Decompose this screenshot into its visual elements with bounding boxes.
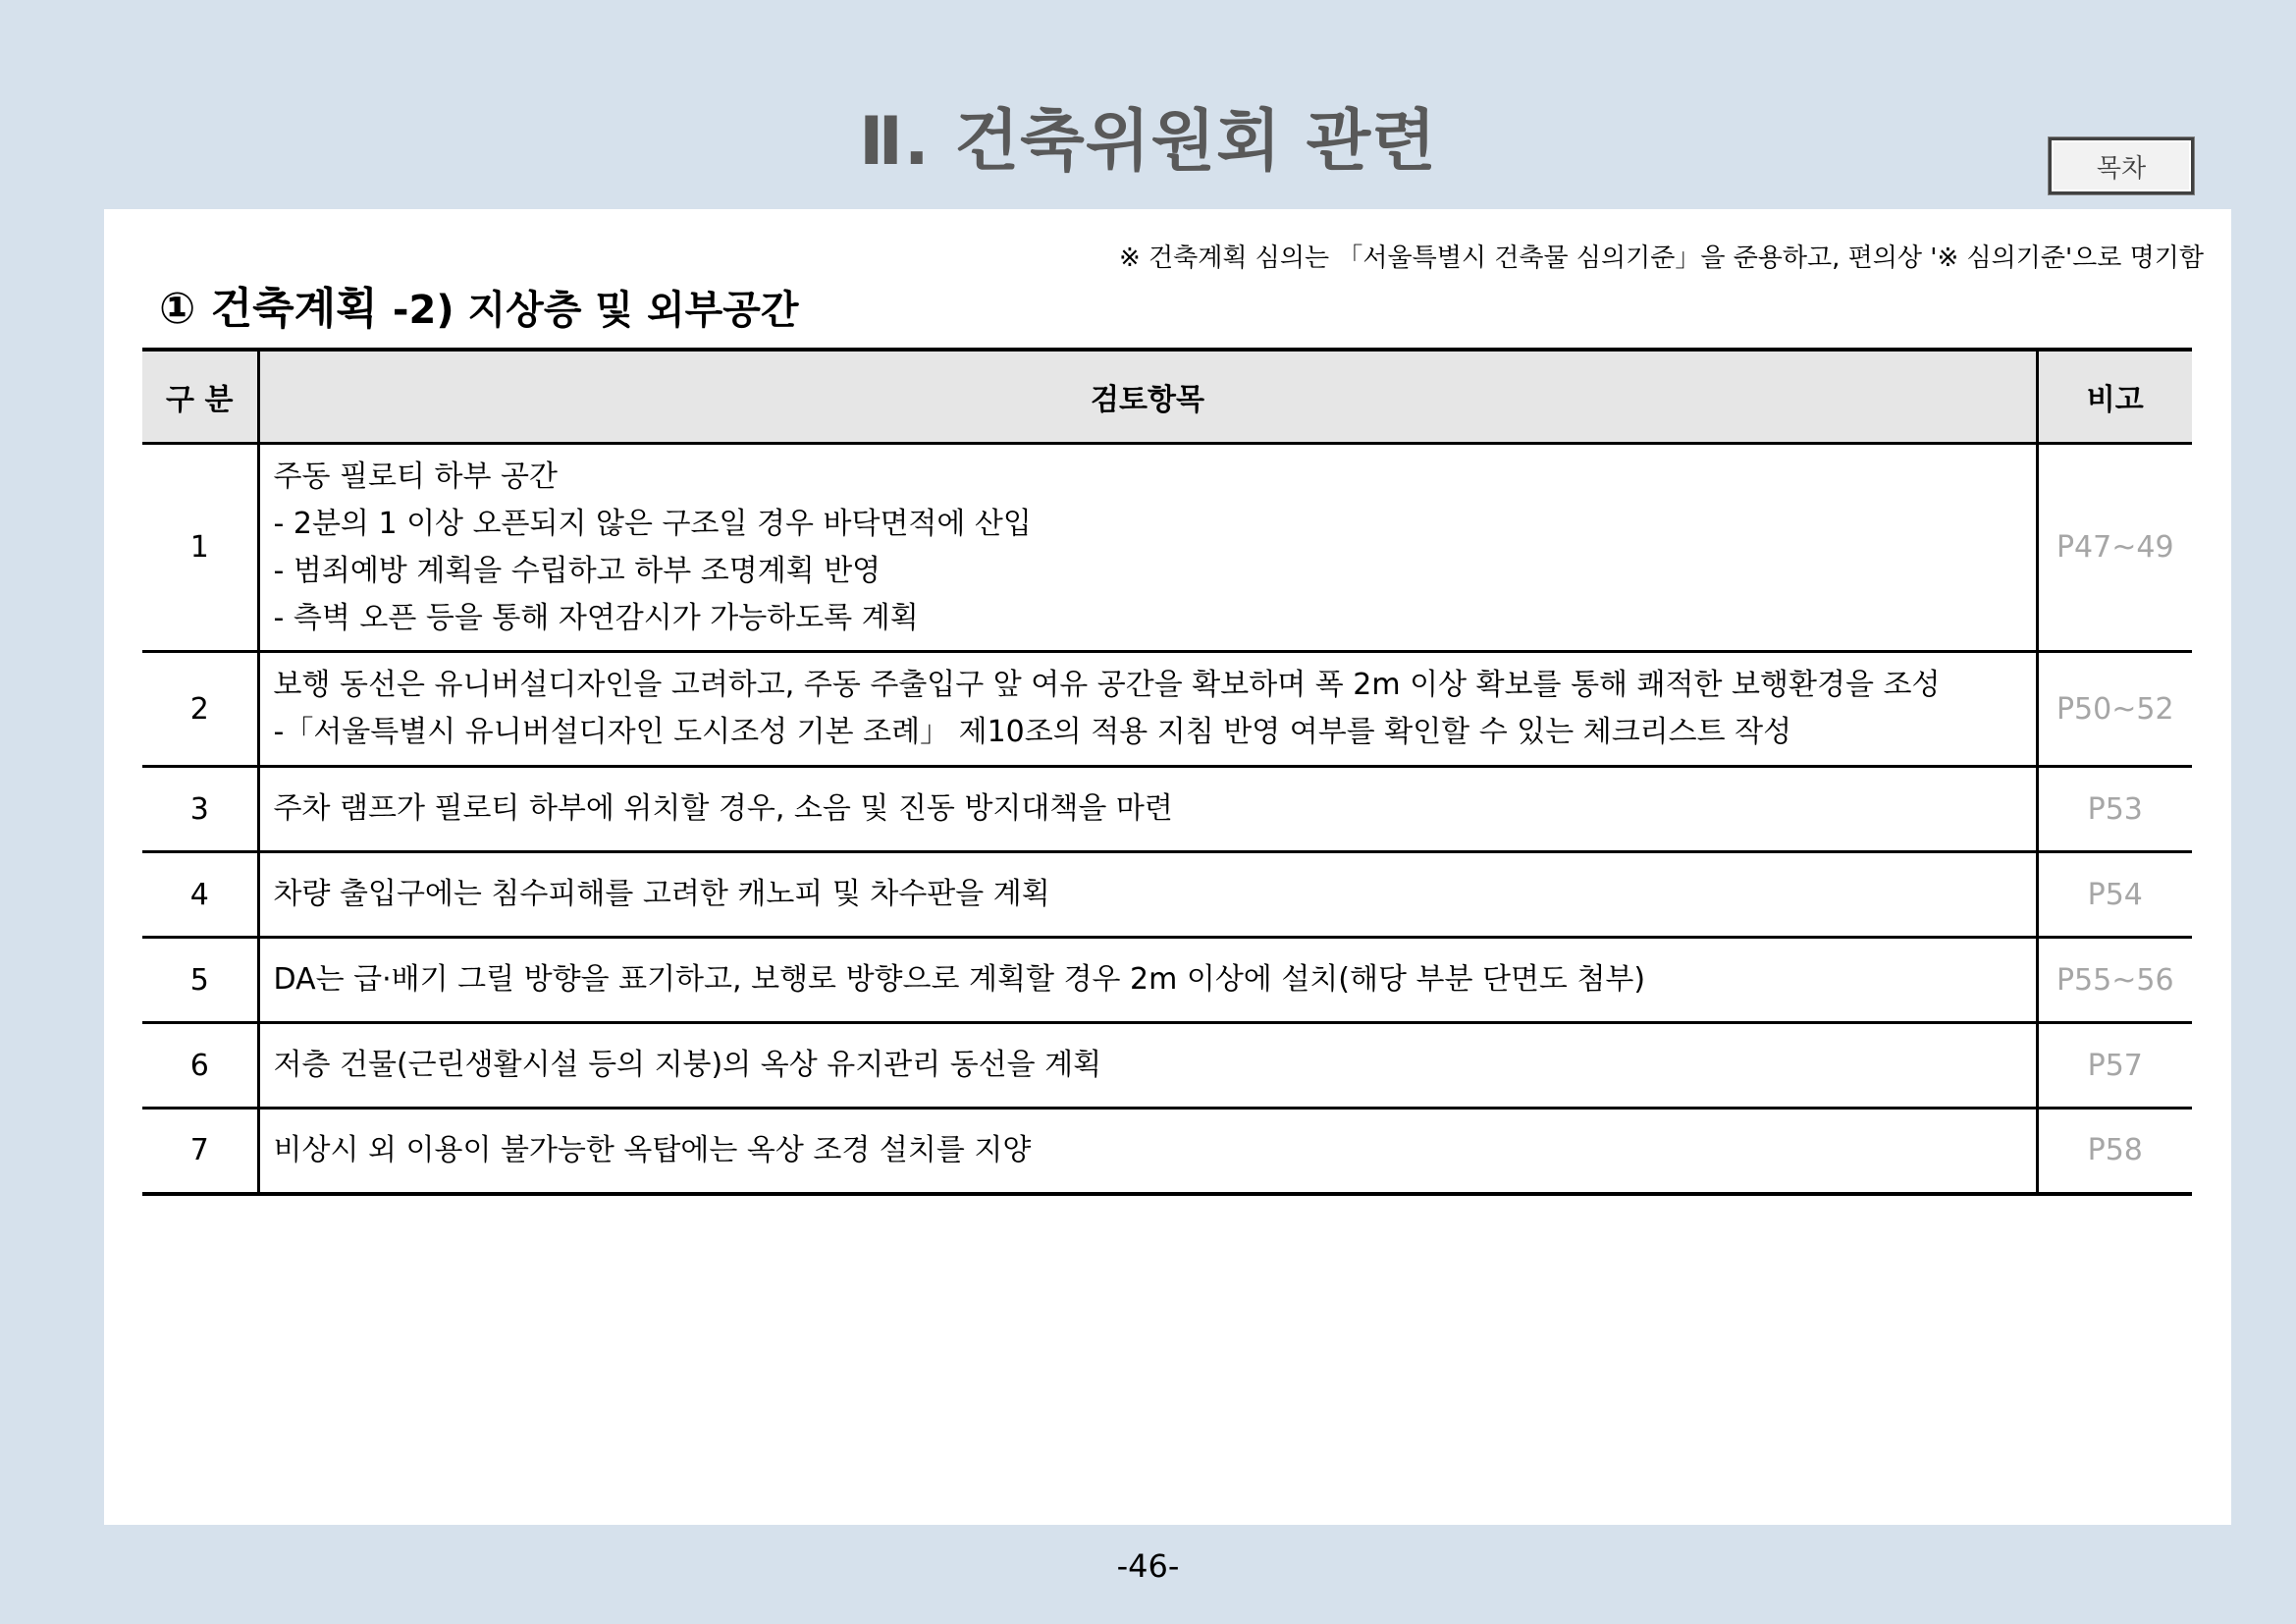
review-line: - 측벽 오픈 등을 통해 자연감시가 가능하도록 계획 bbox=[273, 600, 919, 635]
header-category: 구 분 bbox=[142, 350, 258, 444]
row-number: 3 bbox=[142, 767, 258, 852]
toc-button[interactable]: 목차 bbox=[2049, 137, 2194, 194]
review-line: 차량 출입구에는 침수피해를 고려한 캐노피 및 차수판을 계획 bbox=[273, 877, 1050, 911]
header-review-item: 검토항목 bbox=[258, 350, 2037, 444]
table-row bbox=[142, 1023, 2192, 1109]
notice-text: ※ 건축계획 심의는 「서울특별시 건축물 심의기준」을 준용하고, 편의상 '※ 심의기준'으로 명기함 bbox=[1119, 244, 2204, 273]
review-line: 주차 램프가 필로티 하부에 위치할 경우, 소음 및 진동 방지대책을 마련 bbox=[273, 791, 1173, 826]
row-review-item bbox=[258, 1109, 2037, 1194]
review-line: - 범죄예방 계획을 수립하고 하부 조명계획 반영 bbox=[273, 553, 881, 588]
row-review-item bbox=[258, 444, 2037, 652]
review-line: 비상시 외 이용이 불가능한 옥탑에는 옥상 조경 설치를 지양 bbox=[273, 1132, 1032, 1167]
table-header-row bbox=[142, 350, 2192, 444]
review-line: -「서울특별시 유니버설디자인 도시조성 기본 조례」 제10조의 적용 지침 반영 여부를 확인할 수 있는 체크리스트 작성 bbox=[273, 715, 1792, 749]
review-line: 저층 건물(근린생활시설 등의 지붕)의 옥상 유지관리 동선을 계획 bbox=[273, 1048, 1102, 1082]
row-number: 2 bbox=[142, 652, 258, 767]
row-page-reference: P55~56 bbox=[2037, 938, 2192, 1023]
row-page-reference: P50~52 bbox=[2037, 652, 2192, 767]
review-line: - 2분의 1 이상 오픈되지 않은 구조일 경우 바닥면적에 산입 bbox=[273, 506, 1032, 541]
table-row bbox=[142, 444, 2192, 652]
table-row bbox=[142, 938, 2192, 1023]
review-line: 보행 동선은 유니버설디자인을 고려하고, 주동 주출입구 앞 여유 공간을 확보하며 폭 2m 이상 확보를 통해 쾌적한 보행환경을 조성 bbox=[273, 668, 1941, 702]
row-review-item bbox=[258, 938, 2037, 1023]
section-heading-subtitle: -2) 지상층 및 외부공간 bbox=[392, 288, 799, 333]
section-heading bbox=[159, 273, 799, 336]
row-page-reference: P54 bbox=[2037, 852, 2192, 938]
row-page-reference: P47~49 bbox=[2037, 444, 2192, 652]
row-review-item bbox=[258, 767, 2037, 852]
row-number: 5 bbox=[142, 938, 258, 1023]
row-number: 6 bbox=[142, 1023, 258, 1109]
row-number: 1 bbox=[142, 444, 258, 652]
review-table bbox=[142, 348, 2192, 1196]
review-line: 주동 필로티 하부 공간 bbox=[273, 459, 558, 494]
row-review-item bbox=[258, 852, 2037, 938]
review-line: DA는 급·배기 그릴 방향을 표기하고, 보행로 방향으로 계획할 경우 2m 이상에 설치(해당 부분 단면도 첨부) bbox=[273, 962, 1646, 997]
row-number: 4 bbox=[142, 852, 258, 938]
table-row bbox=[142, 767, 2192, 852]
row-page-reference: P58 bbox=[2037, 1109, 2192, 1194]
row-number: 7 bbox=[142, 1109, 258, 1194]
page-number: -46- bbox=[1116, 1547, 1180, 1585]
row-page-reference: P53 bbox=[2037, 767, 2192, 852]
row-page-reference: P57 bbox=[2037, 1023, 2192, 1109]
row-review-item bbox=[258, 652, 2037, 767]
section-heading-prefix: ① 건축계획 bbox=[159, 284, 393, 334]
table-row bbox=[142, 1109, 2192, 1194]
table-row bbox=[142, 652, 2192, 767]
header-remarks: 비고 bbox=[2037, 350, 2192, 444]
table-row bbox=[142, 852, 2192, 938]
page-title: Ⅱ. 건축위원회 관련 bbox=[859, 103, 1437, 181]
row-review-item bbox=[258, 1023, 2037, 1109]
